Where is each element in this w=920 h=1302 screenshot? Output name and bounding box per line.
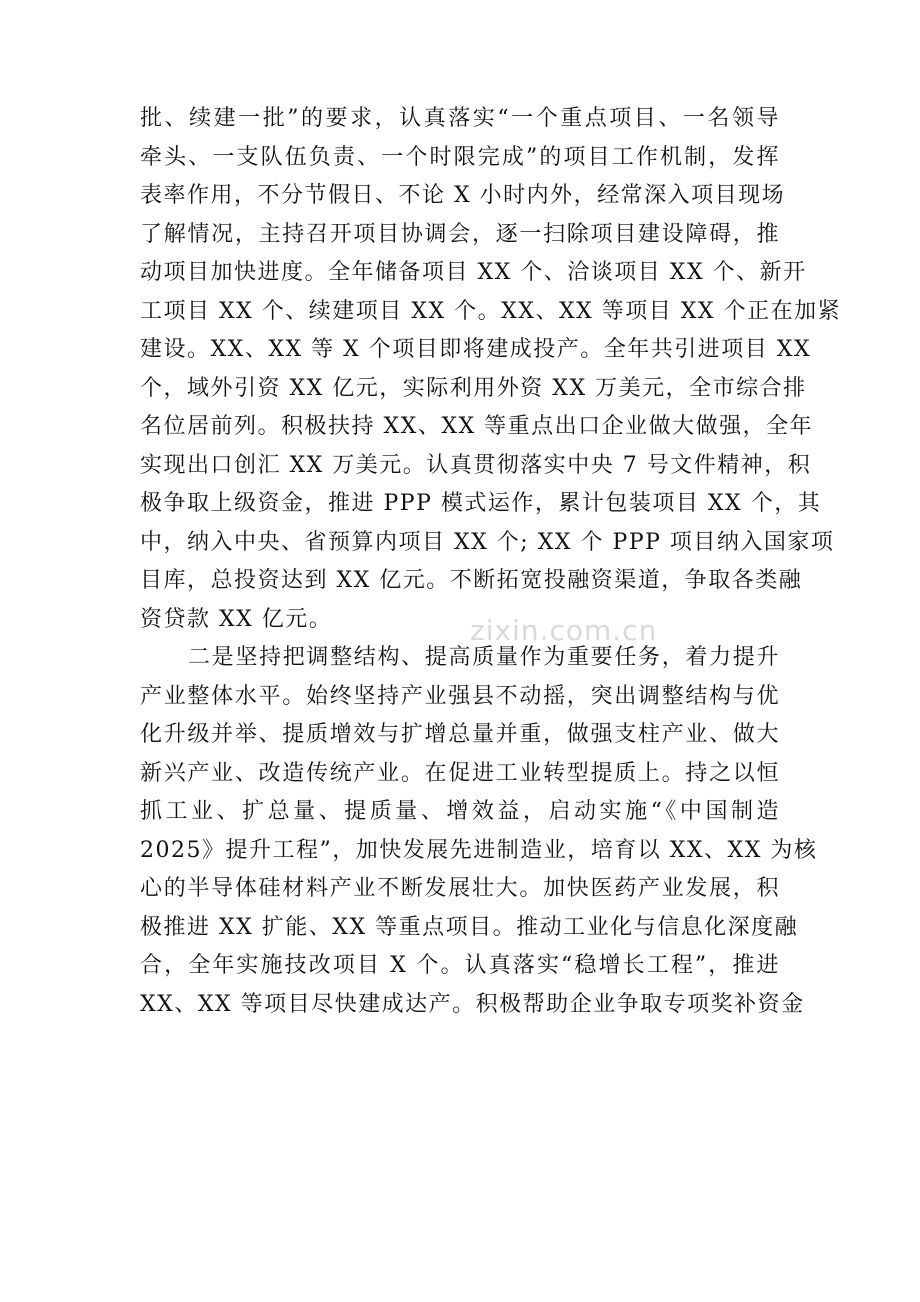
text-line: 中，纳入中央、省预算内项目 XX 个; XX 个 PPP 项目纳入国家项 [140,529,835,555]
text-line: 抓工业、扩总量、提质量、增效益，启动实施“《中国制造 [140,799,780,824]
text-line: 极推进 XX 扩能、XX 等重点项目。推动工业化与信息化深度融 [140,914,799,940]
text-line: 极争取上级资金，推进 PPP 模式运作，累计包装项目 XX 个，其 [140,491,822,516]
text-line: 合，全年实施技改项目 X 个。认真落实“稳增长工程”，推进 [140,953,780,978]
paragraph-1 [140,100,842,639]
text-line: 2025》提升工程”，加快发展先进制造业，培育以 XX、XX 为核 [140,837,818,863]
body-text [140,100,842,1024]
text-line: 化升级并举、提质增效与扩增总量并重，做强支柱产业、做大 [140,722,780,747]
text-line: 批、续建一批”的要求，认真落实“一个重点项目、一名领导 [140,106,780,131]
text-line: XX、XX 等项目尽快建成达产。积极帮助企业争取专项奖补资金 [140,991,805,1017]
text-line: 个，域外引资 XX 亿元，实际利用外资 XX 万美元，全市综合排 [140,375,807,401]
text-line: 目库，总投资达到 XX 亿元。不断拓宽投融资渠道，争取各类融 [140,568,803,593]
text-line: 建设。XX、XX 等 X 个项目即将建成投产。全年共引进项目 XX [140,337,812,362]
text-line: 牵头、一支队伍负责、一个时限完成”的项目工作机制，发挥 [140,144,780,170]
text-line: 动项目加快进度。全年储备项目 XX 个、洽谈项目 XX 个、新开 [140,260,807,285]
text-line: 实现出口创汇 XX 万美元。认真贯彻落实中央 7 号文件精神，积 [140,452,812,478]
text-line: 资贷款 XX 亿元。 [140,606,333,632]
text-line: 新兴产业、改造传统产业。在促进工业转型提质上。持之以恒 [140,760,780,786]
text-line: 心的半导体硅材料产业不断发展壮大。加快医药产业发展，积 [140,876,780,901]
paragraph-2 [140,639,818,1024]
text-line: 了解情况，主持召开项目协调会，逐一扫除项目建设障碍，推 [140,221,780,247]
text-line: 产业整体水平。始终坚持产业强县不动摇，突出调整结构与优 [140,683,780,709]
text-line: 名位居前列。积极扶持 XX、XX 等重点出口企业做大做强，全年 [140,414,814,439]
text-line: 工项目 XX 个、续建项目 XX 个。XX、XX 等项目 XX 个正在加紧 [140,298,842,324]
watermark-text: zixin.com.cn [470,614,658,647]
text-line: 二是坚持把调整结构、提高质量作为重要任务，着力提升 [188,645,780,670]
text-line: 表率作用，不分节假日、不论 X 小时内外，经常深入项目现场 [140,183,786,208]
